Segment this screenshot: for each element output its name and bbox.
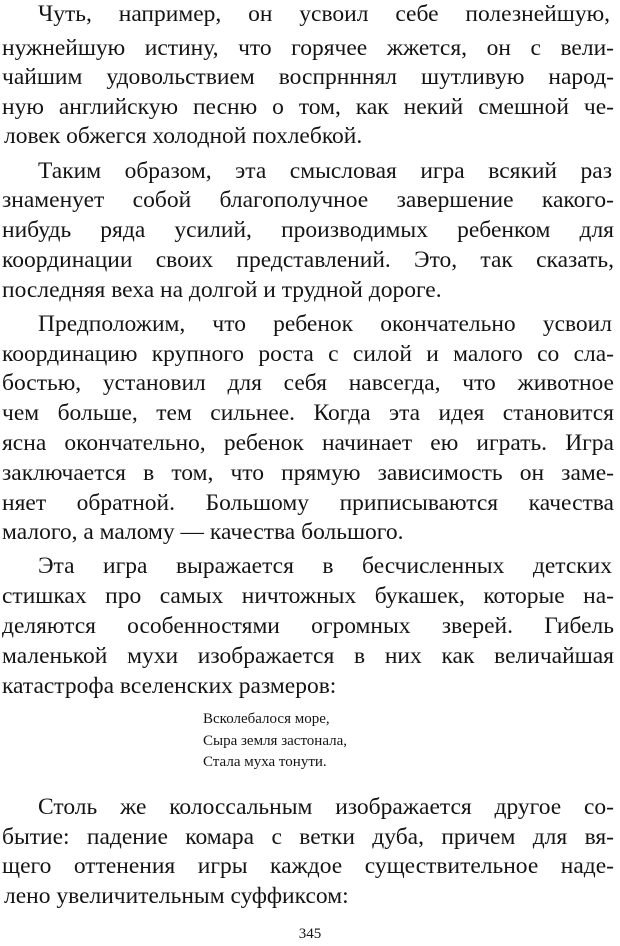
text-line: маленькой мухи изображается в них как величайшая	[2, 643, 614, 669]
text-line: щего оттенения игры каждое существительное наде-	[2, 853, 614, 879]
text-line: стишках про самых ничтожных букашек, которые на-	[2, 583, 614, 609]
text-line: Таким образом, эта смысловая игра всякий раз	[38, 158, 612, 184]
text-line: ловек обжегся холодной похлебкой.	[4, 123, 363, 149]
text-line: бытие: падение комара с ветки дуба, причем для вя-	[2, 824, 614, 850]
text-line: координацию крупного роста с силой и малого со сла-	[2, 341, 614, 367]
verse-line: Всколебалося море,	[203, 711, 330, 727]
page-number: 345	[298, 926, 322, 942]
text-line: бостью, установил для себя навсегда, что животное	[2, 370, 614, 396]
text-line: ясна окончательно, ребенок начинает ею играть. Игра	[2, 430, 614, 456]
text-line: няет обратной. Большому приписываются качества	[2, 490, 614, 516]
text-line: лено увеличительным суффиксом:	[4, 883, 349, 909]
text-line: Столь же колоссальным изображается другое со-	[38, 794, 614, 820]
text-line: Предположим, что ребенок окончательно усвоил	[38, 311, 612, 337]
text-line: нибудь ряда усилий, производимых ребенком для	[2, 217, 614, 243]
text-line: нужнейшую истину, что горячее жжется, он с вели-	[2, 35, 614, 61]
text-line: чайшим удовольствием воспрнннял шутливую народ-	[2, 64, 614, 90]
verse-line: Стала муха тонути.	[203, 754, 327, 770]
verse-line: Сыра земля застонала,	[203, 733, 348, 749]
text-line: знаменует собой благополучное завершение какого-	[2, 187, 614, 213]
text-line: заключается в том, что прямую зависимость он заме-	[2, 460, 614, 486]
text-line: малого, а малому — качества большого.	[2, 519, 404, 545]
text-line: катастрофа вселенских размеров:	[2, 673, 337, 699]
text-line: чем больше, тем сильнее. Когда эта идея становится	[2, 400, 614, 426]
text-line: последняя веха на долгой и трудной дороге.	[2, 277, 442, 303]
text-line: Чуть, например, он усвоил себе полезнейшую,	[38, 1, 610, 27]
text-line: ную английскую песню о том, как некий смешной че-	[2, 94, 614, 120]
text-line: координации своих представлений. Это, так сказать,	[2, 247, 614, 273]
text-line: Эта игра выражается в бесчисленных детских	[38, 553, 612, 579]
text-line: деляются особенностями огромных зверей. Гибель	[2, 613, 614, 639]
